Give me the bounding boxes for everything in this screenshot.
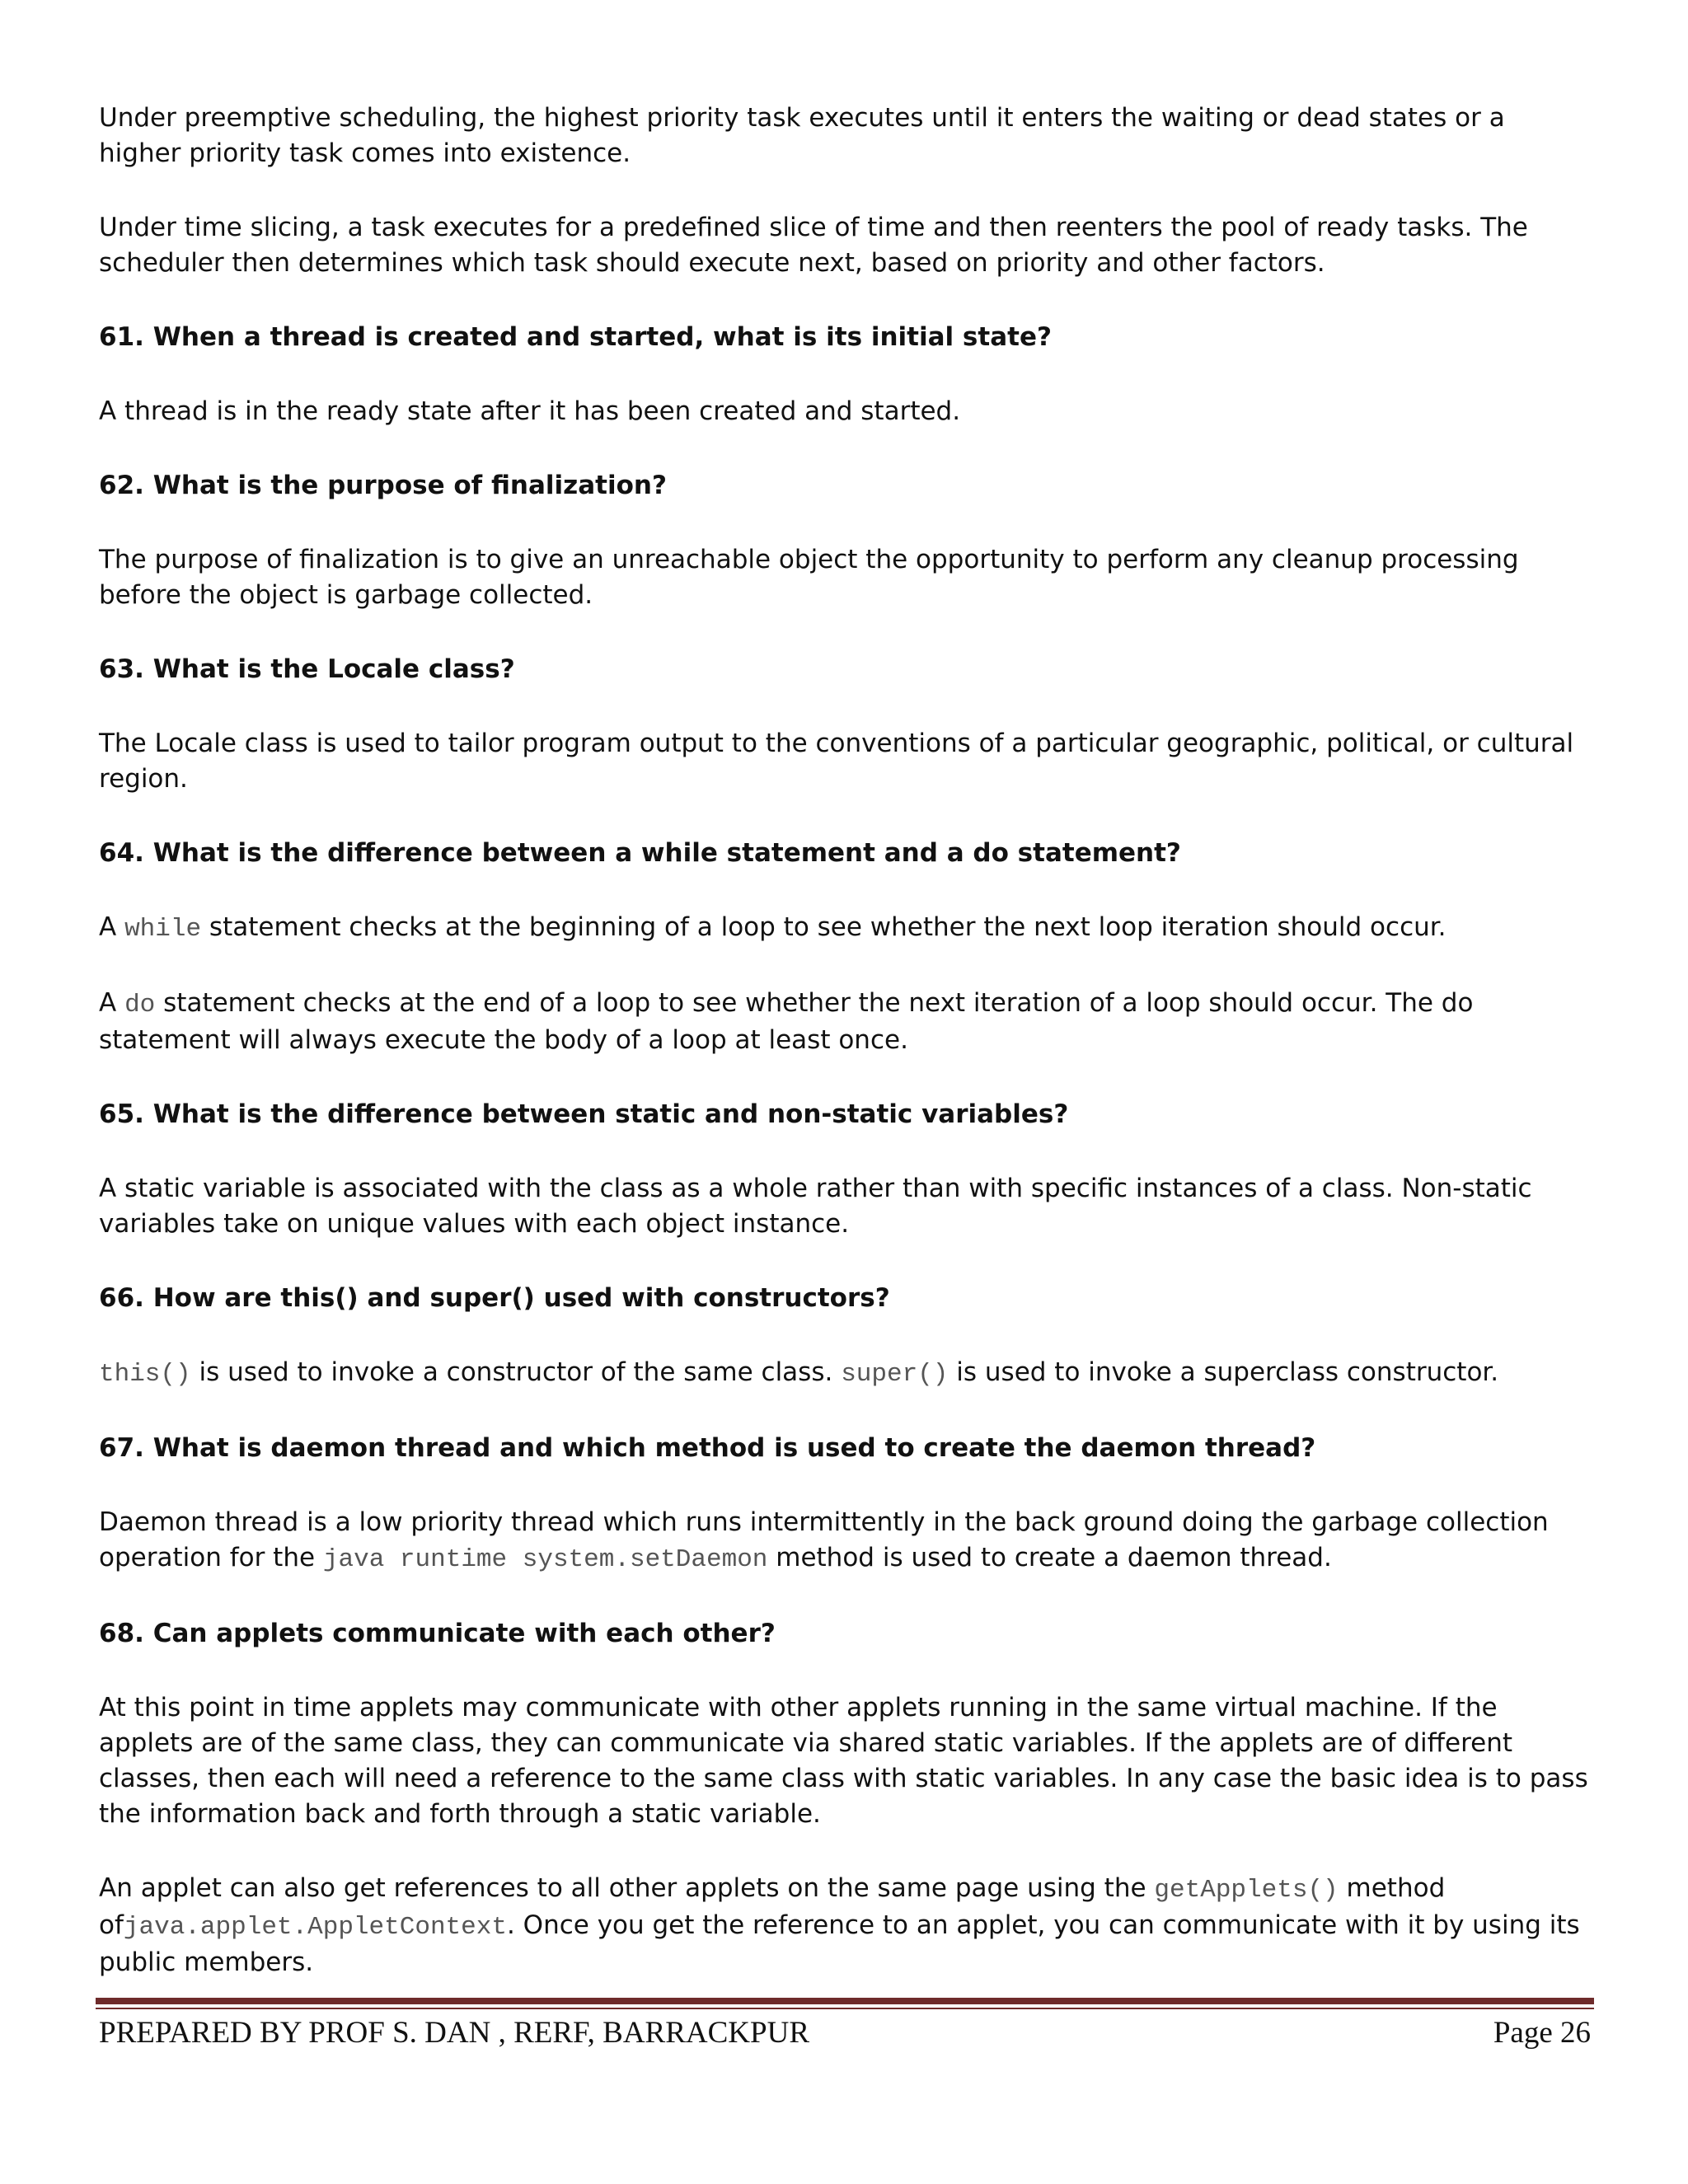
code-this: this() [99, 1360, 191, 1389]
code-super: super() [841, 1360, 949, 1389]
code-setdaemon: java runtime system.setDaemon [322, 1545, 768, 1574]
text-span: A [99, 988, 125, 1018]
question-61: 61. When a thread is created and started, what is its initial state? [99, 322, 1052, 352]
text-span: statement checks at the beginning of a loop to see whether the next loop iteration should occur. [201, 912, 1447, 942]
text-span: An applet can also get references to all other applets on the same page using the [99, 1873, 1155, 1903]
footer-author: PREPARED BY PROF S. DAN , RERF, BARRACKPUR [99, 2016, 810, 2050]
question-65: 65. What is the difference between static and non-static variables? [99, 1099, 1069, 1129]
text-span: method is used to create a daemon thread. [767, 1543, 1332, 1572]
answer-63: The Locale class is used to tailor program output to the conventions of a particular geographic, political, or cultural region. [99, 729, 1574, 794]
text-span: A [99, 912, 125, 942]
answer-67 [99, 1505, 1591, 1577]
answer-66 [99, 1355, 1591, 1392]
code-getapplets: getApplets() [1154, 1876, 1339, 1905]
answer-64-while [99, 910, 1591, 947]
question-67: 67. What is daemon thread and which method is used to create the daemon thread? [99, 1433, 1316, 1463]
answer-64-do [99, 986, 1591, 1058]
text-span: . Once you get the reference to an applet, you can communicate with it by using its public members. [99, 1910, 1580, 1977]
answer-68-part1: At this point in time applets may communicate with other applets running in the same virtual machine. If the applets are of the same class, they can communicate via shared static variables. If the applets are of different classes, then each will need a reference to the same class with static variables. In any case the basic idea is to pass the information back and forth through a static variable. [99, 1693, 1588, 1829]
text-span: Daemon thread is a low priority thread which runs intermittently in the back ground doing the garbage collection operation for the [99, 1507, 1549, 1572]
text-span: statement checks at the end of a loop to see whether the next iteration of a loop should occur. The do statement will always execute the body of a loop at least once. [99, 988, 1474, 1055]
page-number: Page 26 [1493, 2016, 1591, 2050]
code-appletcontext: java.applet.AppletContext [123, 1913, 507, 1942]
question-64: 64. What is the difference between a while statement and a do statement? [99, 838, 1181, 868]
text-span: is used to invoke a superclass constructor. [948, 1357, 1499, 1387]
answer-61: A thread is in the ready state after it has been created and started. [99, 396, 961, 426]
question-62: 62. What is the purpose of finalization? [99, 471, 667, 500]
question-68: 68. Can applets communicate with each other? [99, 1619, 776, 1648]
code-do: do [124, 991, 156, 1019]
answer-65: A static variable is associated with the class as a whole rather than with specific instances of a class. Non-static variables take on unique values with each object instance. [99, 1174, 1532, 1239]
question-63: 63. What is the Locale class? [99, 654, 515, 684]
question-66: 66. How are this() and super() used with constructors? [99, 1283, 890, 1313]
code-while: while [124, 915, 202, 944]
text-span: method of [99, 1873, 1446, 1940]
intro-paragraph: Under time slicing, a task executes for a predefined slice of time and then reenters the pool of ready tasks. The scheduler then determines which task should execute next, based on priority and other factors. [99, 213, 1528, 278]
footer-divider-thick [96, 1998, 1594, 2004]
text-span: is used to invoke a constructor of the same class. [190, 1357, 842, 1387]
answer-62: The purpose of finalization is to give an unreachable object the opportunity to perform any cleanup processing before the object is garbage collected. [99, 545, 1519, 610]
footer-divider-thin [96, 2008, 1594, 2009]
answer-68-part2 [99, 1871, 1591, 1980]
intro-paragraph: Under preemptive scheduling, the highest priority task executes until it enters the waiting or dead states or a higher priority task comes into existence. [99, 103, 1505, 168]
page-content [99, 101, 1591, 2019]
